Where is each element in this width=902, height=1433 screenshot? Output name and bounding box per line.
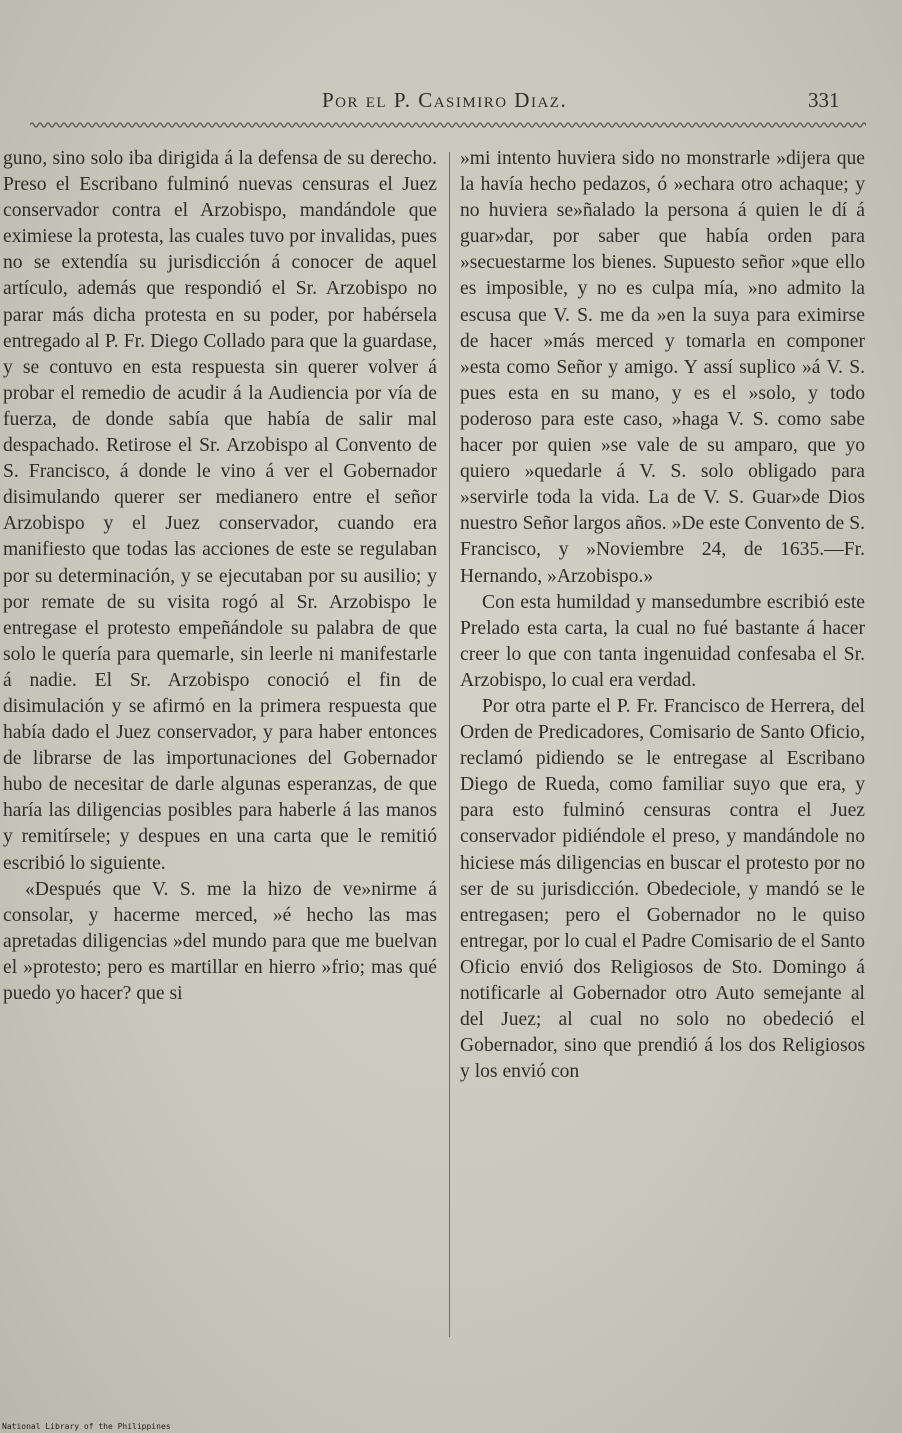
- page-number: 331: [808, 88, 840, 112]
- right-column: [460, 146, 865, 1346]
- library-credit: National Library of the Philippines: [2, 1422, 171, 1431]
- paragraph: «Después que V. S. me la hizo de ve»nirme á consolar, y hacerme merced, »é hecho las mas apretadas diligencias »del mundo para que me buelvan el »protesto; pero es martillar en hierro »frio; mas qué puedo yo hacer? que si: [3, 878, 437, 1004]
- paragraph: Con esta humildad y mansedumbre escribió este Prelado esta carta, la cual no fué bastante á hacer creer lo que con tanta ingenuidad confesaba el Sr. Arzobispo, lo cual era verdad.: [460, 591, 865, 691]
- paragraph: Por otra parte el P. Fr. Francisco de Herrera, del Orden de Predicadores, Comisario de Santo Oficio, reclamó pidiendo se le entregase al Escribano Diego de Rueda, como familiar suyo que era, y para esto fulminó censuras contra el Juez conservador pidiéndole el preso, y mandándole no hiciese más diligencias en buscar el protesto por no ser de su jurisdicción. Obedeciole, y mandó se le entregasen; pero el Gobernador no le quiso entregar, por lo cual el Padre Comisario de el Santo Oficio envió dos Religiosos de Sto. Domingo á notificarle al Gobernador otro Auto semejante al del Juez; al cual no solo no obedeció el Gobernador, sino que prendió á los dos Religiosos y los envió con: [460, 695, 865, 1083]
- paragraph: »mi intento huviera sido no monstrarle »dijera que la havía hecho pedazos, ó »echara otro achaque; y no huviera se»ñalado la persona á quien le dí á guar»dar, por saber que había orden para »secuestarme los bienes. Supuesto señor »que ello es imposible, y no es culpa mía, »no admito la escusa que V. S. me da »en la suya para eximirse de hacer »más merced y tomarla en componer »esta como Señor y amigo. Y assí suplico »á V. S. pues esta en su mano, y es el »solo, y todo poderoso para este caso, »haga V. S. como sabe hacer por quien »se vale de su amparo, que yo quiero »quedarle á V. S. solo obligado para »servirle toda la vida. La de V. S. Guar»de Dios nuestro Señor largos años. »De este Convento de S. Francisco, y »Noviembre 24, de 1635.—Fr. Hernando, »Arzobispo.»: [460, 148, 865, 587]
- paragraph: guno, sino solo iba dirigida á la defensa de su derecho. Preso el Escribano fulminó nuevas censuras el Juez conservador contra el Arzobispo, mandándole que eximiese la protesta, las cuales tuvo por invalidas, pues no se extendía su jurisdicción á conocer de aquel artículo, además que respondió el Sr. Arzobispo no parar más dicha protesta en su poder, por habérsela entregado al P. Fr. Diego Collado para que la guardase, y se contuvo en esta respuesta sin querer volver á probar el remedio de acudir á la Audiencia por vía de fuerza, de donde sabía que había de salir mal despachado. Retirose el Sr. Arzobispo al Convento de S. Francisco, á donde le vino á ver el Gobernador disimulando querer ser medianero entre el señor Arzobispo y el Juez conservador, cuando era manifiesto que todas las acciones de este se regulaban por su determinación, y se ejecutaban por su ausilio; y por remate de su visita rogó al Sr. Arzobispo le entregase el protesto empeñándole su palabra de que solo le quería para quemarle, sin leerle ni manifestarle á nadie. El Sr. Arzobispo conoció el fin de disimulación y se afirmó en la primera respuesta que había dado el Juez conservador, y para haber entonces de librarse de las importunaciones del Gobernador hubo de necesitar de darle algunas esperanzas, de que haría las diligencias posibles para haberle á las manos y remitírsele; y despues en una carta que le remitió escribió lo siguiente.: [3, 148, 437, 874]
- page-header: [0, 88, 902, 118]
- header-wavy-rule: [30, 120, 866, 130]
- left-column: [3, 146, 437, 1346]
- running-title: Por el P. Casimiro Diaz.: [322, 88, 568, 112]
- column-divider: [449, 152, 450, 1337]
